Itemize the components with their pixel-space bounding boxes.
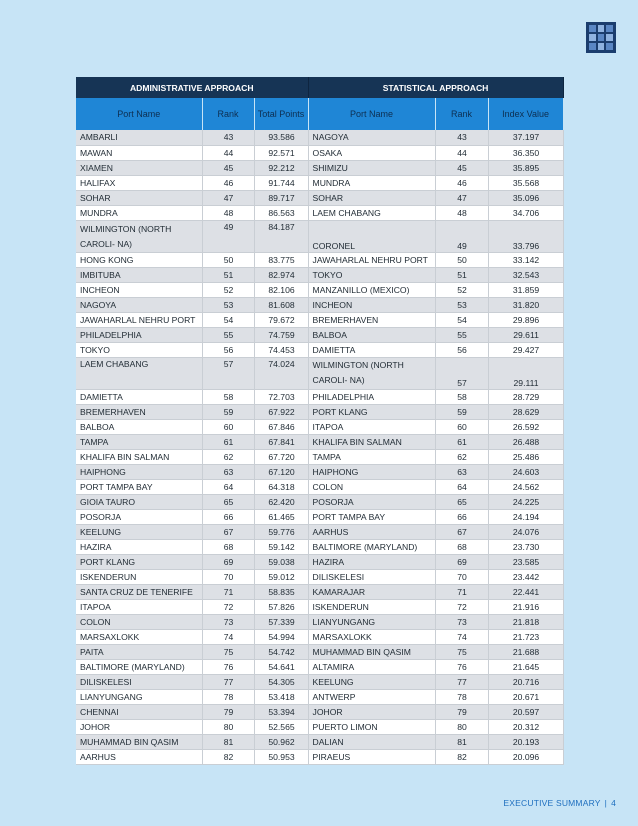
admin-port-name-cell: NAGOYA [76, 297, 202, 312]
stat-index-value-cell: 36.350 [488, 145, 563, 160]
stat-index-value-cell: 35.096 [488, 190, 563, 205]
admin-rank-cell: 59 [202, 404, 254, 419]
stat-rank-cell: 63 [435, 464, 488, 479]
stat-port-name-cell: BALBOA [308, 327, 435, 342]
admin-port-name-cell: ISKENDERUN [76, 569, 202, 584]
stat-rank-cell: 43 [435, 130, 488, 145]
stat-index-value-cell: 35.568 [488, 175, 563, 190]
stat-port-name-cell: INCHEON [308, 297, 435, 312]
stat-port-name-cell: TAMPA [308, 449, 435, 464]
stat-rank-cell: 66 [435, 509, 488, 524]
stat-port-name-cell: NAGOYA [308, 130, 435, 145]
footer-label: EXECUTIVE SUMMARY [503, 798, 601, 808]
admin-port-name-cell: ITAPOA [76, 599, 202, 614]
stat-port-name-cell: PORT KLANG [308, 404, 435, 419]
stat-rank-cell: 62 [435, 449, 488, 464]
admin-rank-cell: 48 [202, 205, 254, 220]
admin-port-name-cell: GIOIA TAURO [76, 494, 202, 509]
admin-port-name-cell: TAMPA [76, 434, 202, 449]
admin-rank-cell: 82 [202, 749, 254, 764]
table-row [76, 509, 563, 524]
admin-port-name-cell: BREMERHAVEN [76, 404, 202, 419]
stat-rank-cell: 76 [435, 659, 488, 674]
stat-rank-cell: 52 [435, 282, 488, 297]
stat-rank-cell: 55 [435, 327, 488, 342]
table-row [76, 145, 563, 160]
stat-rank-cell: 44 [435, 145, 488, 160]
admin-port-name-cell: WILMINGTON (NORTH CAROLI- NA) [76, 220, 202, 252]
table-row [76, 599, 563, 614]
stat-rank-cell: 71 [435, 584, 488, 599]
stat-index-value-cell: 21.645 [488, 659, 563, 674]
stat-rank-cell: 46 [435, 175, 488, 190]
stat-index-value-cell: 29.611 [488, 327, 563, 342]
stat-rank-cell: 74 [435, 629, 488, 644]
admin-port-name-cell: HONG KONG [76, 252, 202, 267]
stat-port-name-cell: CORONEL [308, 220, 435, 252]
stat-index-value-cell: 21.916 [488, 599, 563, 614]
admin-total-points-cell: 54.641 [254, 659, 308, 674]
statistical-approach-header: STATISTICAL APPROACH [308, 77, 563, 98]
admin-port-name-cell: HALIFAX [76, 175, 202, 190]
admin-rank-cell: 80 [202, 719, 254, 734]
admin-port-name-cell: PORT TAMPA BAY [76, 479, 202, 494]
stat-port-name-cell: DAMIETTA [308, 342, 435, 357]
stat-index-value-cell: 23.585 [488, 554, 563, 569]
admin-port-name-cell: KEELUNG [76, 524, 202, 539]
stat-port-name-cell: MANZANILLO (MEXICO) [308, 282, 435, 297]
stat-port-name-cell: PORT TAMPA BAY [308, 509, 435, 524]
admin-rank-cell: 63 [202, 464, 254, 479]
stat-rank-cell: 79 [435, 704, 488, 719]
column-header-total-points: Total Points [254, 98, 308, 130]
admin-total-points-cell: 61.465 [254, 509, 308, 524]
table-row [76, 404, 563, 419]
stat-rank-cell: 82 [435, 749, 488, 764]
stat-index-value-cell: 31.820 [488, 297, 563, 312]
stat-index-value-cell: 23.730 [488, 539, 563, 554]
admin-total-points-cell: 92.571 [254, 145, 308, 160]
stat-index-value-cell: 25.486 [488, 449, 563, 464]
admin-port-name-cell: CHENNAI [76, 704, 202, 719]
stat-index-value-cell: 20.671 [488, 689, 563, 704]
stat-port-name-cell: JOHOR [308, 704, 435, 719]
admin-port-name-cell: TOKYO [76, 342, 202, 357]
admin-port-name-cell: COLON [76, 614, 202, 629]
stat-index-value-cell: 26.488 [488, 434, 563, 449]
stat-rank-cell: 64 [435, 479, 488, 494]
admin-rank-cell: 69 [202, 554, 254, 569]
admin-total-points-cell: 67.846 [254, 419, 308, 434]
admin-total-points-cell: 59.142 [254, 539, 308, 554]
stat-rank-cell: 48 [435, 205, 488, 220]
admin-port-name-cell: MAWAN [76, 145, 202, 160]
admin-port-name-cell: AMBARLI [76, 130, 202, 145]
stat-rank-cell: 58 [435, 389, 488, 404]
stat-index-value-cell: 21.688 [488, 644, 563, 659]
stat-rank-cell: 67 [435, 524, 488, 539]
admin-total-points-cell: 82.106 [254, 282, 308, 297]
stat-port-name-cell: MARSAXLOKK [308, 629, 435, 644]
stat-index-value-cell: 33.142 [488, 252, 563, 267]
admin-total-points-cell: 50.953 [254, 749, 308, 764]
admin-total-points-cell: 54.994 [254, 629, 308, 644]
stat-index-value-cell: 29.111 [488, 357, 563, 389]
table-row [76, 175, 563, 190]
admin-rank-cell: 61 [202, 434, 254, 449]
table-row [76, 357, 563, 389]
stat-port-name-cell: LAEM CHABANG [308, 205, 435, 220]
stat-port-name-cell: DILISKELESI [308, 569, 435, 584]
admin-total-points-cell: 74.453 [254, 342, 308, 357]
admin-total-points-cell: 67.120 [254, 464, 308, 479]
admin-port-name-cell: JOHOR [76, 719, 202, 734]
stat-index-value-cell: 28.629 [488, 404, 563, 419]
admin-rank-cell: 66 [202, 509, 254, 524]
table-row [76, 434, 563, 449]
admin-total-points-cell: 53.394 [254, 704, 308, 719]
stat-port-name-cell: OSAKA [308, 145, 435, 160]
stat-port-name-cell: MUHAMMAD BIN QASIM [308, 644, 435, 659]
table-row [76, 190, 563, 205]
admin-total-points-cell: 79.672 [254, 312, 308, 327]
table-row [76, 494, 563, 509]
admin-rank-cell: 43 [202, 130, 254, 145]
table-row [76, 297, 563, 312]
stat-port-name-cell: MUNDRA [308, 175, 435, 190]
admin-rank-cell: 52 [202, 282, 254, 297]
stat-index-value-cell: 24.194 [488, 509, 563, 524]
admin-total-points-cell: 72.703 [254, 389, 308, 404]
stat-port-name-cell: WILMINGTON (NORTH CAROLI- NA) [308, 357, 435, 389]
stat-port-name-cell: PHILADELPHIA [308, 389, 435, 404]
admin-rank-cell: 47 [202, 190, 254, 205]
stat-port-name-cell: LIANYUNGANG [308, 614, 435, 629]
stat-rank-cell: 56 [435, 342, 488, 357]
stat-port-name-cell: ISKENDERUN [308, 599, 435, 614]
admin-port-name-cell: MARSAXLOKK [76, 629, 202, 644]
admin-port-name-cell: LAEM CHABANG [76, 357, 202, 389]
admin-port-name-cell: POSORJA [76, 509, 202, 524]
port-ranking-table [76, 77, 564, 765]
admin-total-points-cell: 84.187 [254, 220, 308, 252]
admin-rank-cell: 64 [202, 479, 254, 494]
stat-index-value-cell: 24.562 [488, 479, 563, 494]
admin-port-name-cell: PHILADELPHIA [76, 327, 202, 342]
stat-port-name-cell: SHIMIZU [308, 160, 435, 175]
admin-total-points-cell: 86.563 [254, 205, 308, 220]
admin-total-points-cell: 81.608 [254, 297, 308, 312]
stat-index-value-cell: 29.896 [488, 312, 563, 327]
admin-port-name-cell: SANTA CRUZ DE TENERIFE [76, 584, 202, 599]
stat-rank-cell: 69 [435, 554, 488, 569]
table-row [76, 267, 563, 282]
stat-port-name-cell: KHALIFA BIN SALMAN [308, 434, 435, 449]
stat-rank-cell: 54 [435, 312, 488, 327]
admin-rank-cell: 79 [202, 704, 254, 719]
table-row [76, 419, 563, 434]
stat-rank-cell: 65 [435, 494, 488, 509]
admin-port-name-cell: MUHAMMAD BIN QASIM [76, 734, 202, 749]
stat-rank-cell: 53 [435, 297, 488, 312]
admin-total-points-cell: 52.565 [254, 719, 308, 734]
admin-rank-cell: 72 [202, 599, 254, 614]
admin-port-name-cell: DAMIETTA [76, 389, 202, 404]
column-header-index-value: Index Value [488, 98, 563, 130]
stat-index-value-cell: 26.592 [488, 419, 563, 434]
table-row [76, 689, 563, 704]
administrative-approach-header: ADMINISTRATIVE APPROACH [76, 77, 308, 98]
stat-rank-cell: 45 [435, 160, 488, 175]
admin-rank-cell: 58 [202, 389, 254, 404]
admin-total-points-cell: 57.826 [254, 599, 308, 614]
admin-port-name-cell: AARHUS [76, 749, 202, 764]
admin-total-points-cell: 91.744 [254, 175, 308, 190]
stat-port-name-cell: SOHAR [308, 190, 435, 205]
admin-total-points-cell: 59.012 [254, 569, 308, 584]
table-row [76, 160, 563, 175]
admin-port-name-cell: MUNDRA [76, 205, 202, 220]
stat-rank-cell: 57 [435, 357, 488, 389]
stat-index-value-cell: 23.442 [488, 569, 563, 584]
table-row [76, 644, 563, 659]
stat-index-value-cell: 21.818 [488, 614, 563, 629]
stat-index-value-cell: 37.197 [488, 130, 563, 145]
admin-port-name-cell: KHALIFA BIN SALMAN [76, 449, 202, 464]
admin-rank-cell: 62 [202, 449, 254, 464]
stat-index-value-cell: 20.597 [488, 704, 563, 719]
stat-index-value-cell: 20.312 [488, 719, 563, 734]
stat-index-value-cell: 31.859 [488, 282, 563, 297]
admin-total-points-cell: 59.038 [254, 554, 308, 569]
admin-total-points-cell: 74.024 [254, 357, 308, 389]
stat-rank-cell: 50 [435, 252, 488, 267]
table-row [76, 464, 563, 479]
admin-rank-cell: 81 [202, 734, 254, 749]
admin-port-name-cell: XIAMEN [76, 160, 202, 175]
admin-rank-cell: 68 [202, 539, 254, 554]
table-row [76, 749, 563, 764]
stat-index-value-cell: 20.193 [488, 734, 563, 749]
table-row [76, 389, 563, 404]
stat-index-value-cell: 35.895 [488, 160, 563, 175]
admin-rank-cell: 56 [202, 342, 254, 357]
stat-rank-cell: 49 [435, 220, 488, 252]
table-row [76, 704, 563, 719]
stat-index-value-cell: 20.716 [488, 674, 563, 689]
admin-rank-cell: 51 [202, 267, 254, 282]
admin-total-points-cell: 83.775 [254, 252, 308, 267]
stat-index-value-cell: 20.096 [488, 749, 563, 764]
admin-rank-cell: 76 [202, 659, 254, 674]
stat-rank-cell: 77 [435, 674, 488, 689]
stat-port-name-cell: POSORJA [308, 494, 435, 509]
table-row [76, 327, 563, 342]
admin-total-points-cell: 50.962 [254, 734, 308, 749]
admin-rank-cell: 55 [202, 327, 254, 342]
admin-total-points-cell: 64.318 [254, 479, 308, 494]
stat-rank-cell: 51 [435, 267, 488, 282]
admin-total-points-cell: 57.339 [254, 614, 308, 629]
stat-index-value-cell: 32.543 [488, 267, 563, 282]
admin-rank-cell: 73 [202, 614, 254, 629]
admin-rank-cell: 60 [202, 419, 254, 434]
stat-index-value-cell: 21.723 [488, 629, 563, 644]
stat-port-name-cell: AARHUS [308, 524, 435, 539]
stat-port-name-cell: TOKYO [308, 267, 435, 282]
table-row [76, 719, 563, 734]
table-row [76, 130, 563, 145]
stat-rank-cell: 72 [435, 599, 488, 614]
admin-rank-cell: 71 [202, 584, 254, 599]
stat-port-name-cell: ALTAMIRA [308, 659, 435, 674]
admin-total-points-cell: 92.212 [254, 160, 308, 175]
admin-port-name-cell: HAIPHONG [76, 464, 202, 479]
stat-port-name-cell: KAMARAJAR [308, 584, 435, 599]
stat-port-name-cell: COLON [308, 479, 435, 494]
admin-rank-cell: 74 [202, 629, 254, 644]
footer-separator: | [604, 798, 608, 808]
admin-rank-cell: 78 [202, 689, 254, 704]
table-row [76, 539, 563, 554]
table-row [76, 342, 563, 357]
admin-rank-cell: 54 [202, 312, 254, 327]
admin-total-points-cell: 67.841 [254, 434, 308, 449]
admin-rank-cell: 57 [202, 357, 254, 389]
stat-rank-cell: 81 [435, 734, 488, 749]
admin-port-name-cell: INCHEON [76, 282, 202, 297]
table-row [76, 312, 563, 327]
column-header-rank: Rank [202, 98, 254, 130]
table-row [76, 629, 563, 644]
admin-rank-cell: 75 [202, 644, 254, 659]
stat-index-value-cell: 28.729 [488, 389, 563, 404]
stat-port-name-cell: HAIPHONG [308, 464, 435, 479]
stat-rank-cell: 78 [435, 689, 488, 704]
stat-port-name-cell: HAZIRA [308, 554, 435, 569]
stat-port-name-cell: ANTWERP [308, 689, 435, 704]
table-row [76, 524, 563, 539]
table-row [76, 569, 563, 584]
stat-index-value-cell: 33.796 [488, 220, 563, 252]
table-row [76, 220, 563, 252]
stat-rank-cell: 80 [435, 719, 488, 734]
stat-rank-cell: 70 [435, 569, 488, 584]
page-footer [0, 798, 616, 808]
admin-total-points-cell: 58.835 [254, 584, 308, 599]
admin-port-name-cell: LIANYUNGANG [76, 689, 202, 704]
admin-port-name-cell: BALBOA [76, 419, 202, 434]
admin-total-points-cell: 54.305 [254, 674, 308, 689]
stat-port-name-cell: ITAPOA [308, 419, 435, 434]
admin-total-points-cell: 67.922 [254, 404, 308, 419]
table-body [76, 130, 563, 764]
column-header-port-name: Port Name [76, 98, 202, 130]
admin-rank-cell: 49 [202, 220, 254, 252]
table-row [76, 282, 563, 297]
admin-rank-cell: 65 [202, 494, 254, 509]
admin-rank-cell: 70 [202, 569, 254, 584]
column-header-rank: Rank [435, 98, 488, 130]
admin-rank-cell: 44 [202, 145, 254, 160]
stat-port-name-cell: BREMERHAVEN [308, 312, 435, 327]
admin-total-points-cell: 82.974 [254, 267, 308, 282]
table-row [76, 554, 563, 569]
page-number: 4 [611, 798, 616, 808]
admin-total-points-cell: 59.776 [254, 524, 308, 539]
stat-rank-cell: 59 [435, 404, 488, 419]
stat-rank-cell: 73 [435, 614, 488, 629]
admin-total-points-cell: 67.720 [254, 449, 308, 464]
stat-port-name-cell: PUERTO LIMON [308, 719, 435, 734]
table-row [76, 659, 563, 674]
admin-rank-cell: 46 [202, 175, 254, 190]
stat-port-name-cell: DALIAN [308, 734, 435, 749]
table-row [76, 449, 563, 464]
admin-port-name-cell: IMBITUBA [76, 267, 202, 282]
admin-total-points-cell: 89.717 [254, 190, 308, 205]
admin-total-points-cell: 54.742 [254, 644, 308, 659]
admin-rank-cell: 67 [202, 524, 254, 539]
stat-index-value-cell: 24.225 [488, 494, 563, 509]
stat-rank-cell: 61 [435, 434, 488, 449]
admin-port-name-cell: JAWAHARLAL NEHRU PORT [76, 312, 202, 327]
admin-total-points-cell: 62.420 [254, 494, 308, 509]
admin-port-name-cell: BALTIMORE (MARYLAND) [76, 659, 202, 674]
stat-rank-cell: 68 [435, 539, 488, 554]
table-row [76, 584, 563, 599]
admin-port-name-cell: PORT KLANG [76, 554, 202, 569]
building-logo-icon [586, 22, 616, 53]
stat-index-value-cell: 24.603 [488, 464, 563, 479]
stat-index-value-cell: 22.441 [488, 584, 563, 599]
stat-rank-cell: 60 [435, 419, 488, 434]
table-row [76, 205, 563, 220]
stat-index-value-cell: 24.076 [488, 524, 563, 539]
table-row [76, 479, 563, 494]
table-row [76, 252, 563, 267]
admin-rank-cell: 50 [202, 252, 254, 267]
admin-rank-cell: 77 [202, 674, 254, 689]
column-header-port-name: Port Name [308, 98, 435, 130]
admin-total-points-cell: 93.586 [254, 130, 308, 145]
stat-rank-cell: 75 [435, 644, 488, 659]
admin-port-name-cell: DILISKELESI [76, 674, 202, 689]
stat-port-name-cell: KEELUNG [308, 674, 435, 689]
table-row [76, 614, 563, 629]
admin-rank-cell: 53 [202, 297, 254, 312]
stat-rank-cell: 47 [435, 190, 488, 205]
table-row [76, 674, 563, 689]
stat-index-value-cell: 34.706 [488, 205, 563, 220]
table-row [76, 734, 563, 749]
stat-port-name-cell: BALTIMORE (MARYLAND) [308, 539, 435, 554]
stat-index-value-cell: 29.427 [488, 342, 563, 357]
admin-port-name-cell: PAITA [76, 644, 202, 659]
admin-port-name-cell: SOHAR [76, 190, 202, 205]
stat-port-name-cell: JAWAHARLAL NEHRU PORT [308, 252, 435, 267]
admin-total-points-cell: 74.759 [254, 327, 308, 342]
admin-port-name-cell: HAZIRA [76, 539, 202, 554]
admin-rank-cell: 45 [202, 160, 254, 175]
admin-total-points-cell: 53.418 [254, 689, 308, 704]
stat-port-name-cell: PIRAEUS [308, 749, 435, 764]
